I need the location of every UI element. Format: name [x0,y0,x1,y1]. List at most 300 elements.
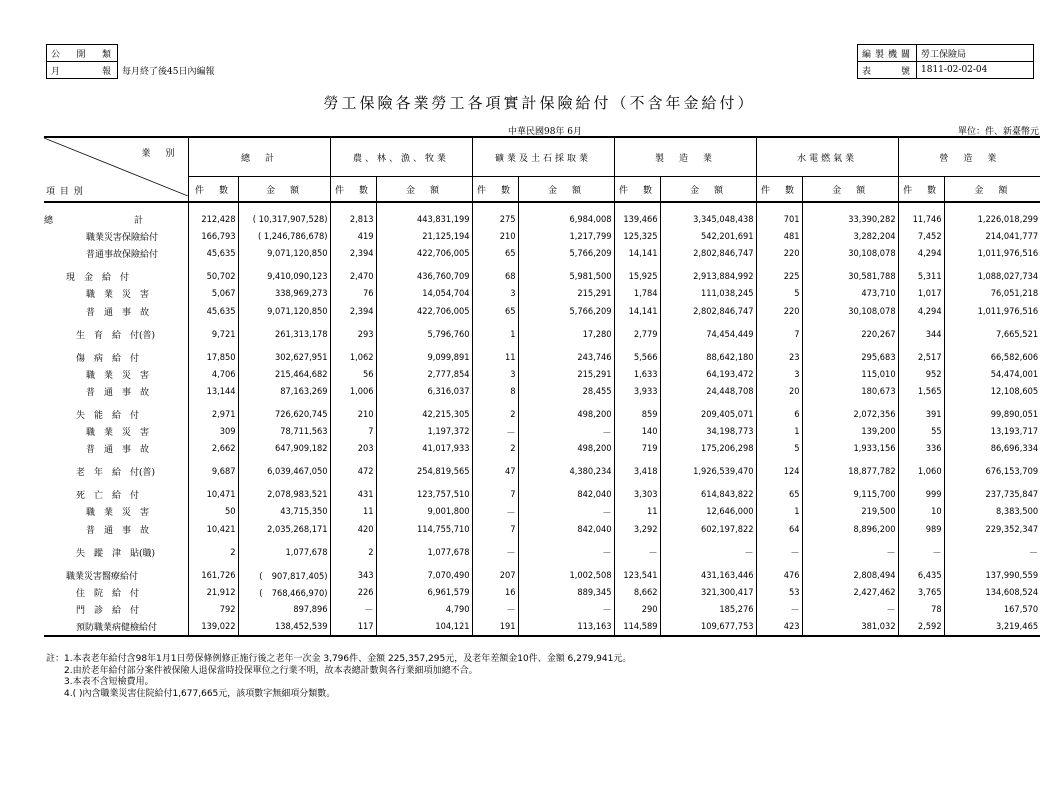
cell-count: 4,294 [898,302,944,319]
cell-amount: 43,715,350 [238,503,330,520]
cell-amount: 66,582,606 [944,349,1040,366]
row-label: 失 能 給 付 [76,410,140,421]
cell-amount: － [518,503,614,520]
group-header-construction: 營 造 業 [898,137,1040,177]
footnote-line: 4.( )內含職業災害住院給付1,677,665元，該項數字無細項分類數。 [46,688,336,699]
cell-amount: 5,981,500 [518,268,614,285]
cell-count: 472 [330,463,376,480]
group-header-agriculture: 農、林、漁、牧業 [330,137,472,177]
cell-amount: 436,760,709 [376,268,472,285]
cell-amount: 1,088,027,734 [944,268,1040,285]
header-label-form-no: 表號 [858,62,917,79]
cell-amount: 726,620,745 [238,406,330,423]
cell-amount: 8,896,200 [802,521,898,538]
cell-amount: － [944,544,1040,561]
cell-count: 275 [472,211,518,228]
cell-amount: 139,200 [802,423,898,440]
cell-amount: 12,108,605 [944,383,1040,400]
cell-count: 140 [614,423,660,440]
cell-amount: 24,448,708 [660,383,756,400]
table-row [44,285,1040,302]
cell-amount: 104,121 [376,618,472,636]
cell-amount: 431,163,446 [660,567,756,584]
cell-amount: 175,206,298 [660,440,756,457]
row-label: 職 業 災 害 [86,428,150,439]
cell-amount: 676,153,709 [944,463,1040,480]
cell-amount: 138,452,539 [238,618,330,636]
cell-count: 225 [756,268,802,285]
row-label: 失 蹤 津 貼(職) [76,548,156,559]
cell-count: 6,435 [898,567,944,584]
subheader-amount: 金 額 [660,177,756,203]
cell-count: － [756,544,802,561]
cell-count: － [472,601,518,618]
cell-count: 309 [188,423,238,440]
cell-amount: 9,071,120,850 [238,245,330,262]
cell-amount: 498,200 [518,440,614,457]
cell-count: 76 [330,285,376,302]
cell-count: 9,721 [188,326,238,343]
cell-amount: 17,280 [518,326,614,343]
cell-amount: 5,766,209 [518,302,614,319]
cell-count: 989 [898,521,944,538]
cell-amount: 8,383,500 [944,503,1040,520]
cell-count: 207 [472,567,518,584]
cell-count: 2 [188,544,238,561]
cell-count: 2 [472,440,518,457]
group-header-total: 總 計 [188,137,330,177]
cell-count: 1,006 [330,383,376,400]
row-label: 死 亡 給 付 [76,491,140,502]
cell-count: 10,421 [188,521,238,538]
corner-item-label: 項 目 別 [46,187,84,197]
cell-count: 2,662 [188,440,238,457]
cell-amount: 1,077,678 [376,544,472,561]
cell-count: 47 [472,463,518,480]
cell-amount: 54,474,001 [944,366,1040,383]
cell-amount: 9,071,120,850 [238,302,330,319]
cell-amount: 897,896 [238,601,330,618]
cell-amount: 134,608,524 [944,584,1040,601]
cell-count: 2 [472,406,518,423]
cell-amount: 2,802,846,747 [660,302,756,319]
cell-count: 2,394 [330,302,376,319]
cell-amount: 1,197,372 [376,423,472,440]
cell-amount: 33,390,282 [802,211,898,228]
cell-count: 3 [472,285,518,302]
cell-amount: 167,570 [944,601,1040,618]
table-row [44,423,1040,440]
cell-amount: 87,163,269 [238,383,330,400]
cell-count: 1,633 [614,366,660,383]
cell-amount: 111,038,245 [660,285,756,302]
cell-amount: 123,757,510 [376,486,472,503]
cell-count: 336 [898,440,944,457]
cell-count: － [614,544,660,561]
cell-count: 11 [614,503,660,520]
cell-count: 1,062 [330,349,376,366]
cell-amount: 542,201,691 [660,228,756,245]
cell-amount: 114,755,710 [376,521,472,538]
cell-amount: 30,108,078 [802,302,898,319]
cell-count: 161,726 [188,567,238,584]
cell-amount: 6,039,467,050 [238,463,330,480]
row-label: 現 金 給 付 [66,273,130,284]
cell-amount: 215,291 [518,366,614,383]
cell-count: 56 [330,366,376,383]
cell-count: 114,589 [614,618,660,636]
cell-amount: 321,300,417 [660,584,756,601]
table-body [44,202,1040,636]
subheader-count: 件 數 [330,177,376,203]
cell-amount: 13,193,717 [944,423,1040,440]
table-row [44,440,1040,457]
cell-count: 343 [330,567,376,584]
table-row [44,544,1040,561]
cell-amount: 9,115,700 [802,486,898,503]
cell-count: 11,746 [898,211,944,228]
header-compile-schedule: 每月終了後45日內編報 [122,66,215,77]
cell-amount: 842,040 [518,521,614,538]
cell-count: 2,517 [898,349,944,366]
row-label: 普通事故保險給付 [86,250,159,261]
cell-count: 45,635 [188,245,238,262]
cell-amount: － [802,544,898,561]
cell-count: 139,022 [188,618,238,636]
cell-count: 1 [756,423,802,440]
cell-amount: 9,099,891 [376,349,472,366]
cell-count: 5,566 [614,349,660,366]
cell-amount: 338,969,273 [238,285,330,302]
cell-amount: ( 10,317,907,528) [238,211,330,228]
cell-count: 701 [756,211,802,228]
cell-amount: 209,405,071 [660,406,756,423]
cell-amount: 647,909,182 [238,440,330,457]
cell-count: 3,765 [898,584,944,601]
cell-amount: 86,696,334 [944,440,1040,457]
cell-amount: 76,051,218 [944,285,1040,302]
cell-count: 2,394 [330,245,376,262]
table-row [44,302,1040,319]
cell-amount: 254,819,565 [376,463,472,480]
cell-count: 166,793 [188,228,238,245]
cell-amount: 498,200 [518,406,614,423]
row-label: 職業災害保險給付 [86,233,159,244]
cell-count: 7 [330,423,376,440]
group-header-manufacturing: 製 造 業 [614,137,756,177]
group-header-utilities: 水電燃氣業 [756,137,898,177]
cell-amount: ( 1,246,786,678) [238,228,330,245]
cell-count: 999 [898,486,944,503]
cell-amount: 14,054,704 [376,285,472,302]
row-label: 職業災害醫療給付 [66,571,139,582]
subheader-count: 件 數 [614,177,660,203]
row-label: 總 計 [44,216,144,227]
subheader-amount: 金 額 [518,177,614,203]
row-label: 普 通 事 故 [86,525,150,536]
cell-amount: 422,706,005 [376,245,472,262]
cell-amount: 4,790 [376,601,472,618]
cell-count: 55 [898,423,944,440]
cell-amount: － [518,544,614,561]
table-row [44,349,1040,366]
cell-amount: 115,010 [802,366,898,383]
cell-amount: 5,766,209 [518,245,614,262]
cell-count: 68 [472,268,518,285]
cell-count: 719 [614,440,660,457]
cell-amount: 229,352,347 [944,521,1040,538]
cell-count: 952 [898,366,944,383]
subheader-amount: 金 額 [802,177,898,203]
cell-count: 210 [472,228,518,245]
cell-count: 125,325 [614,228,660,245]
cell-amount: ( 768,466,970) [238,584,330,601]
cell-count: 792 [188,601,238,618]
header-right-box [857,44,1034,79]
corner-industry-label: 業 別 [141,149,178,159]
cell-count: 65 [756,486,802,503]
cell-count: 210 [330,406,376,423]
subheader-count: 件 數 [472,177,518,203]
cell-amount: 28,455 [518,383,614,400]
cell-amount: － [518,423,614,440]
cell-amount: 381,032 [802,618,898,636]
cell-count: 3,933 [614,383,660,400]
cell-count: 476 [756,567,802,584]
cell-count: 3 [756,366,802,383]
cell-amount: 78,711,563 [238,423,330,440]
cell-amount: 109,677,753 [660,618,756,636]
cell-amount: 18,877,782 [802,463,898,480]
row-label: 普 通 事 故 [86,387,150,398]
row-label: 傷 病 給 付 [76,353,140,364]
cell-count: 7,452 [898,228,944,245]
row-label: 普 通 事 故 [86,445,150,456]
cell-amount: 443,831,199 [376,211,472,228]
cell-amount: 1,077,678 [238,544,330,561]
table-row [44,521,1040,538]
cell-count: 419 [330,228,376,245]
cell-amount: 113,163 [518,618,614,636]
cell-amount: 6,316,037 [376,383,472,400]
table-row [44,567,1040,584]
table-corner [44,137,188,202]
cell-amount: 6,984,008 [518,211,614,228]
subheader-amount: 金 額 [944,177,1040,203]
row-label: 職 業 災 害 [86,508,150,519]
cell-count: 212,428 [188,211,238,228]
cell-count: 4,294 [898,245,944,262]
cell-count: 293 [330,326,376,343]
table-row [44,463,1040,480]
cell-amount: 1,217,799 [518,228,614,245]
cell-amount: 295,683 [802,349,898,366]
cell-amount: 302,627,951 [238,349,330,366]
cell-amount: ( 907,817,405) [238,567,330,584]
row-label: 職 業 災 害 [86,370,150,381]
cell-amount: 137,990,559 [944,567,1040,584]
cell-count: 7 [472,521,518,538]
table-row [44,618,1040,636]
cell-count: 344 [898,326,944,343]
cell-count: 220 [756,245,802,262]
cell-count: 124 [756,463,802,480]
cell-count: 7 [472,486,518,503]
cell-amount: 842,040 [518,486,614,503]
cell-amount: 180,673 [802,383,898,400]
cell-count: 65 [472,302,518,319]
cell-amount: － [660,544,756,561]
cell-count: 10,471 [188,486,238,503]
cell-count: 7 [756,326,802,343]
cell-amount: 64,193,472 [660,366,756,383]
cell-count: 5,311 [898,268,944,285]
cell-amount: 1,926,539,470 [660,463,756,480]
benefits-table [44,136,1040,637]
cell-count: 420 [330,521,376,538]
cell-count: 16 [472,584,518,601]
table-row [44,406,1040,423]
cell-amount: 2,078,983,521 [238,486,330,503]
cell-count: 53 [756,584,802,601]
cell-count: 391 [898,406,944,423]
cell-amount: 3,282,204 [802,228,898,245]
cell-amount: 2,808,494 [802,567,898,584]
cell-amount: 243,746 [518,349,614,366]
cell-count: 5 [756,285,802,302]
cell-amount: 219,500 [802,503,898,520]
subheader-amount: 金 額 [376,177,472,203]
cell-amount: 2,777,854 [376,366,472,383]
cell-count: 14,141 [614,245,660,262]
cell-count: 3,303 [614,486,660,503]
cell-count: 20 [756,383,802,400]
table-row [44,228,1040,245]
cell-amount: 30,581,788 [802,268,898,285]
row-label: 預防職業病健檢給付 [44,618,188,636]
cell-count: 1 [756,503,802,520]
row-label: 普 通 事 故 [86,307,150,318]
cell-count: 3,418 [614,463,660,480]
footnotes [46,654,631,700]
cell-amount: 1,002,508 [518,567,614,584]
cell-amount: 99,890,051 [944,406,1040,423]
cell-amount: 6,961,579 [376,584,472,601]
cell-count: 10 [898,503,944,520]
cell-amount: 9,001,800 [376,503,472,520]
cell-count: 64 [756,521,802,538]
cell-amount: 9,410,090,123 [238,268,330,285]
group-header-mining: 礦業及土石採取業 [472,137,614,177]
row-label: 住 院 給 付 [76,588,140,599]
cell-amount: 7,665,521 [944,326,1040,343]
row-label: 老 年 給 付(普) [76,468,156,479]
cell-count: 203 [330,440,376,457]
cell-count: 117 [330,618,376,636]
cell-amount: 220,267 [802,326,898,343]
cell-count: 1,060 [898,463,944,480]
footnote-line: 註：1.本表老年給付含98年1月1日勞保條例修正施行後之老年一次金 3,796件、金額 225,357,295元，及老年差額金10件、金額 6,279,941元。 [46,654,632,664]
cell-count: 123,541 [614,567,660,584]
cell-count: 3,292 [614,521,660,538]
page-title: 勞工保險各業勞工各項實計保險給付（不含年金給付） [323,94,756,112]
cell-amount: 2,802,846,747 [660,245,756,262]
cell-amount: 215,464,682 [238,366,330,383]
cell-count: 6 [756,406,802,423]
cell-count: 5,067 [188,285,238,302]
cell-count: 8 [472,383,518,400]
cell-count: 2 [330,544,376,561]
cell-count: 226 [330,584,376,601]
cell-count: 1,017 [898,285,944,302]
cell-count: 1,784 [614,285,660,302]
cell-amount: 614,843,822 [660,486,756,503]
cell-count: 2,470 [330,268,376,285]
cell-amount: 34,198,773 [660,423,756,440]
row-label: 職 業 災 害 [86,290,150,301]
table-row [44,326,1040,343]
report-date: 中華民國98年 6月 [507,127,583,137]
footnote-line: 3.本表不含短檢費用。 [46,677,154,687]
cell-count: 17,850 [188,349,238,366]
subheader-count: 件 數 [756,177,802,203]
cell-amount: 261,313,178 [238,326,330,343]
cell-count: 2,813 [330,211,376,228]
cell-amount: 237,735,847 [944,486,1040,503]
cell-amount: 214,041,777 [944,228,1040,245]
cell-amount: 1,011,976,516 [944,302,1040,319]
cell-count: － [472,423,518,440]
row-label: 生 育 給 付(普) [76,330,156,341]
cell-count: 11 [472,349,518,366]
cell-count: 220 [756,302,802,319]
cell-amount: 1,011,976,516 [944,245,1040,262]
table-row [44,383,1040,400]
cell-amount: 602,197,822 [660,521,756,538]
cell-count: － [330,601,376,618]
cell-count: 139,466 [614,211,660,228]
cell-amount: 3,345,048,438 [660,211,756,228]
cell-count: 15,925 [614,268,660,285]
table-row [44,366,1040,383]
header-label-monthly: 月報 [47,62,118,79]
cell-count: 8,662 [614,584,660,601]
cell-amount: 7,070,490 [376,567,472,584]
cell-amount: 41,017,933 [376,440,472,457]
cell-amount: － [518,601,614,618]
cell-count: 13,144 [188,383,238,400]
unit-label: 單位：件、新臺幣元 [957,127,1039,137]
table-row [44,601,1040,618]
table-row [44,584,1040,601]
cell-count: 431 [330,486,376,503]
cell-amount: 185,276 [660,601,756,618]
cell-count: 423 [756,618,802,636]
cell-count: 290 [614,601,660,618]
cell-amount: 21,125,194 [376,228,472,245]
cell-amount: 1,933,156 [802,440,898,457]
cell-count: 65 [472,245,518,262]
header-form-no-value: 1811-02-02-04 [917,62,1034,79]
header-label-public: 公開類 [47,45,118,62]
cell-count: 3 [472,366,518,383]
table-row [44,268,1040,285]
cell-count: 14,141 [614,302,660,319]
subheader-amount: 金 額 [238,177,330,203]
cell-count: － [898,544,944,561]
cell-count: － [472,503,518,520]
cell-amount: 473,710 [802,285,898,302]
